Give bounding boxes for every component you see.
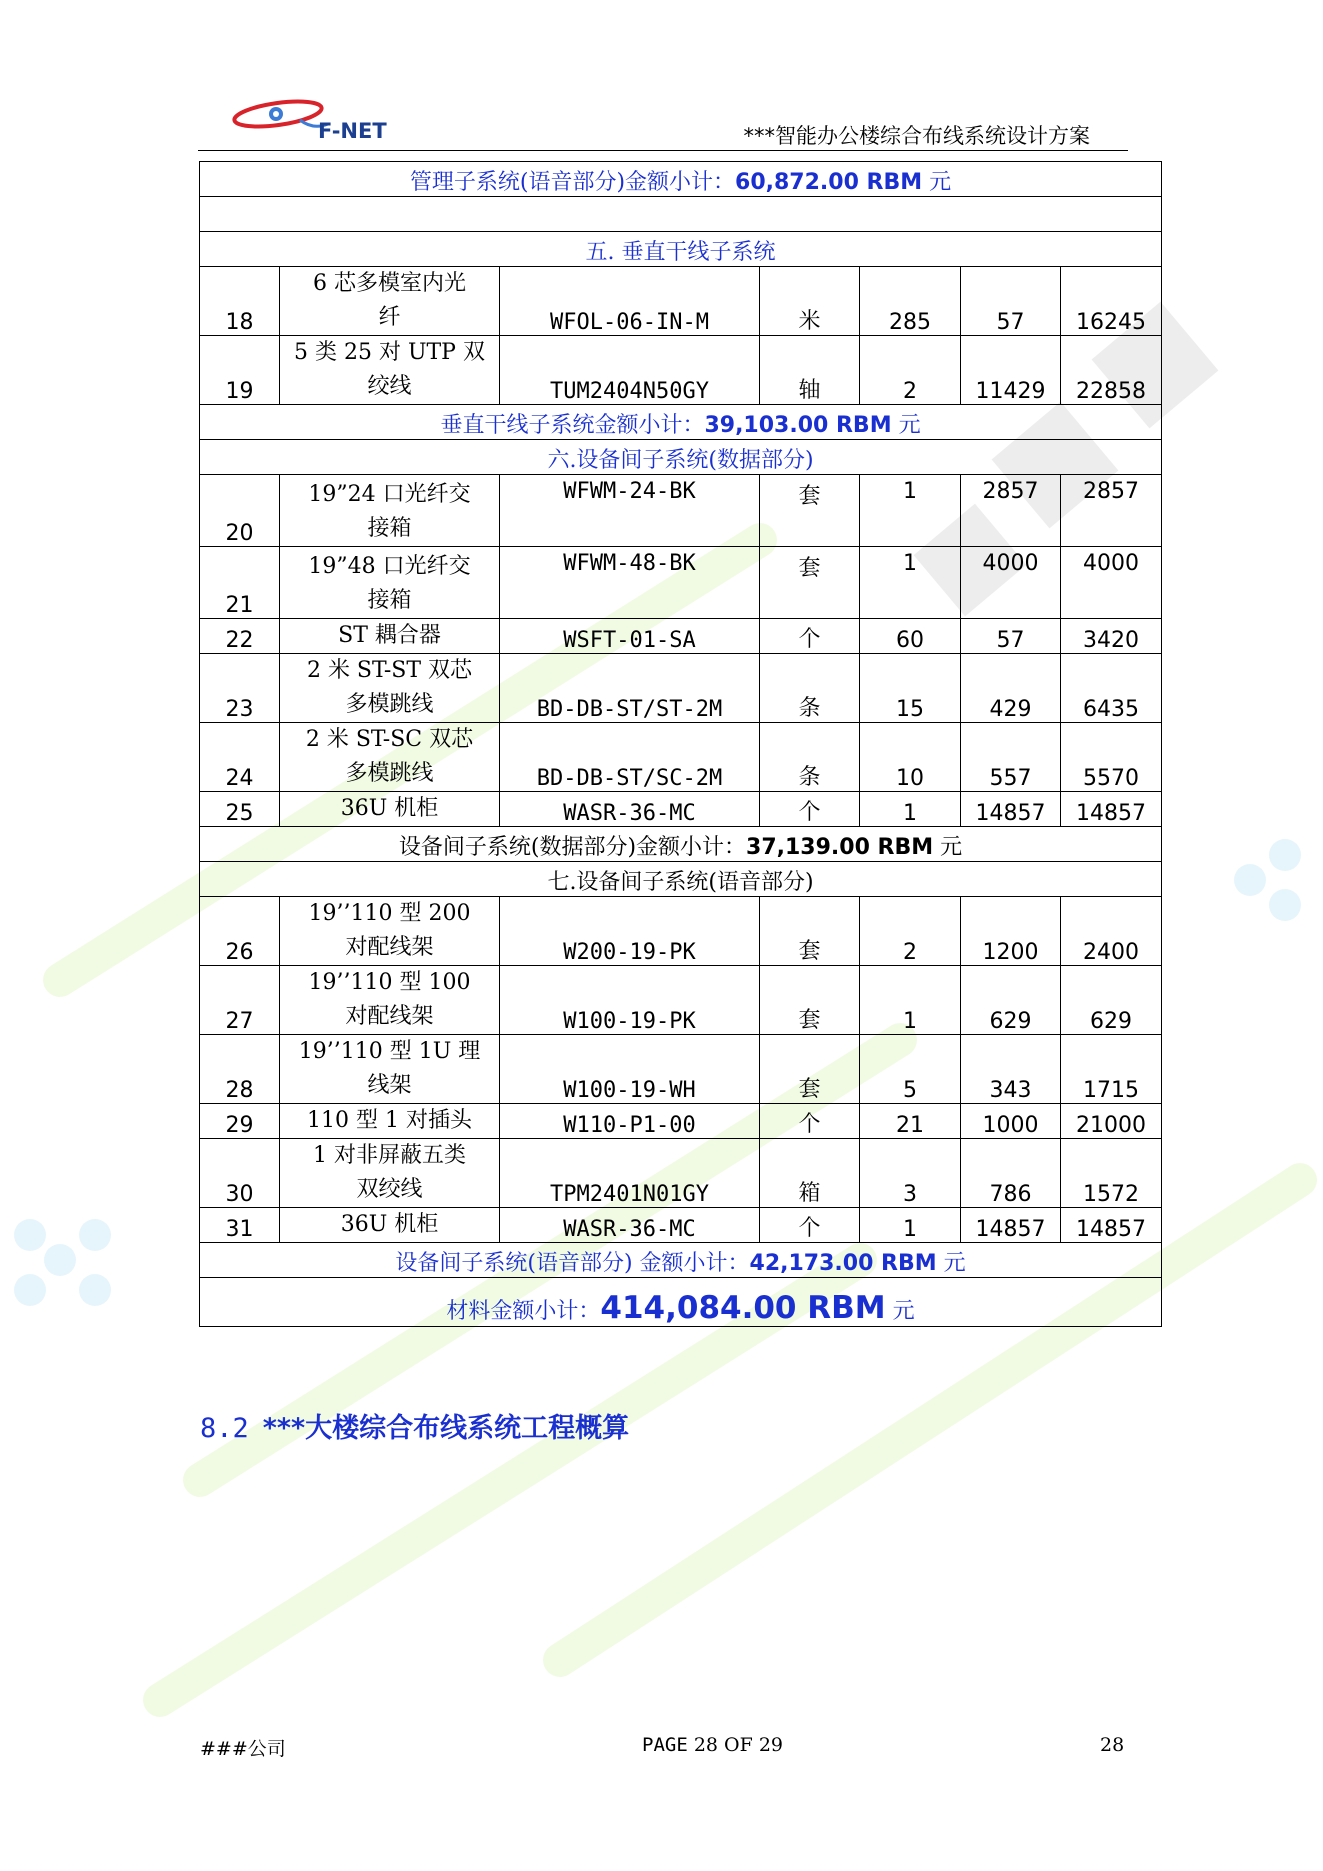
- subtotal-row: [200, 405, 1162, 440]
- table-row: 23 2 米 ST-ST 双芯 多模跳线 BD-DB-ST/ST-2M 条 15 429 6435: [200, 654, 1162, 723]
- subtotal-row: [200, 162, 1162, 197]
- cost-table: [199, 161, 1162, 1327]
- subtotal-row: [200, 827, 1162, 862]
- subtotal-mgmt-voice: 管理子系统(语音部分)金额小计：60,872.00 RBM 元: [200, 162, 1162, 197]
- header-divider: [198, 150, 1128, 151]
- empty-row: [200, 197, 1162, 232]
- table-row: 19 5 类 25 对 UTP 双 绞线 TUM2404N50GY 轴 2 11429 22858: [200, 336, 1162, 405]
- subtotal-s7: 设备间子系统(语音部分) 金额小计：42,173.00 RBM 元: [200, 1243, 1162, 1278]
- page-header: [198, 94, 1128, 154]
- table-row: 27 19’’110 型 100 对配线架 W100-19-PK 套 1 629 629: [200, 966, 1162, 1035]
- section-title-row: [200, 440, 1162, 475]
- table-row: 30 1 对非屏蔽五类 双绞线 TPM2401N01GY 箱 3 786 1572: [200, 1139, 1162, 1208]
- section-title-row: [200, 862, 1162, 897]
- document-title: ***智能办公楼综合布线系统设计方案: [743, 124, 1090, 148]
- table-row: 24 2 米 ST-SC 双芯 多模跳线 BD-DB-ST/SC-2M 条 10 557 5570: [200, 723, 1162, 792]
- section-heading: 8.2 ***大楼综合布线系统工程概算: [200, 1413, 630, 1444]
- table-row: 21 19”48 口光纤交 接箱 WFWM-48-BK 套 1 4000 4000: [200, 547, 1162, 619]
- footer-company: ###公司: [200, 1738, 286, 1760]
- table-row: 29 110 型 1 对插头 W110-P1-00 个 21 1000 21000: [200, 1104, 1162, 1139]
- section5-title: 五. 垂直干线子系统: [200, 232, 1162, 267]
- table-row: 25 36U 机柜 WASR-36-MC 个 1 14857 14857: [200, 792, 1162, 827]
- footer-page-number: 28: [1100, 1734, 1125, 1756]
- subtotal-s6: 设备间子系统(数据部分)金额小计：37,139.00 RBM 元: [200, 827, 1162, 862]
- section7-title: 七.设备间子系统(语音部分): [200, 862, 1162, 897]
- table-row: 18 6 芯多模室内光 纤 WFOL-06-IN-M 米 285 57 16245: [200, 267, 1162, 336]
- logo-text: F-NET: [318, 119, 387, 143]
- section6-title: 六.设备间子系统(数据部分): [200, 440, 1162, 475]
- table-row: 20 19”24 口光纤交 接箱 WFWM-24-BK 套 1 2857 2857: [200, 475, 1162, 547]
- table-row: 26 19’’110 型 200 对配线架 W200-19-PK 套 2 1200 2400: [200, 897, 1162, 966]
- table-row: 28 19’’110 型 1U 理 线架 W100-19-WH 套 5 343 1715: [200, 1035, 1162, 1104]
- footer-page-info: PAGE 28 OF 29: [642, 1734, 784, 1756]
- table-row: 22 ST 耦合器 WSFT-01-SA 个 60 57 3420: [200, 619, 1162, 654]
- section-title-row: [200, 232, 1162, 267]
- subtotal-row: [200, 1243, 1162, 1278]
- subtotal-s5: 垂直干线子系统金额小计：39,103.00 RBM 元: [200, 405, 1162, 440]
- material-total: 材料金额小计：414,084.00 RBM 元: [200, 1278, 1162, 1327]
- total-row: [200, 1278, 1162, 1327]
- table-row: 31 36U 机柜 WASR-36-MC 个 1 14857 14857: [200, 1208, 1162, 1243]
